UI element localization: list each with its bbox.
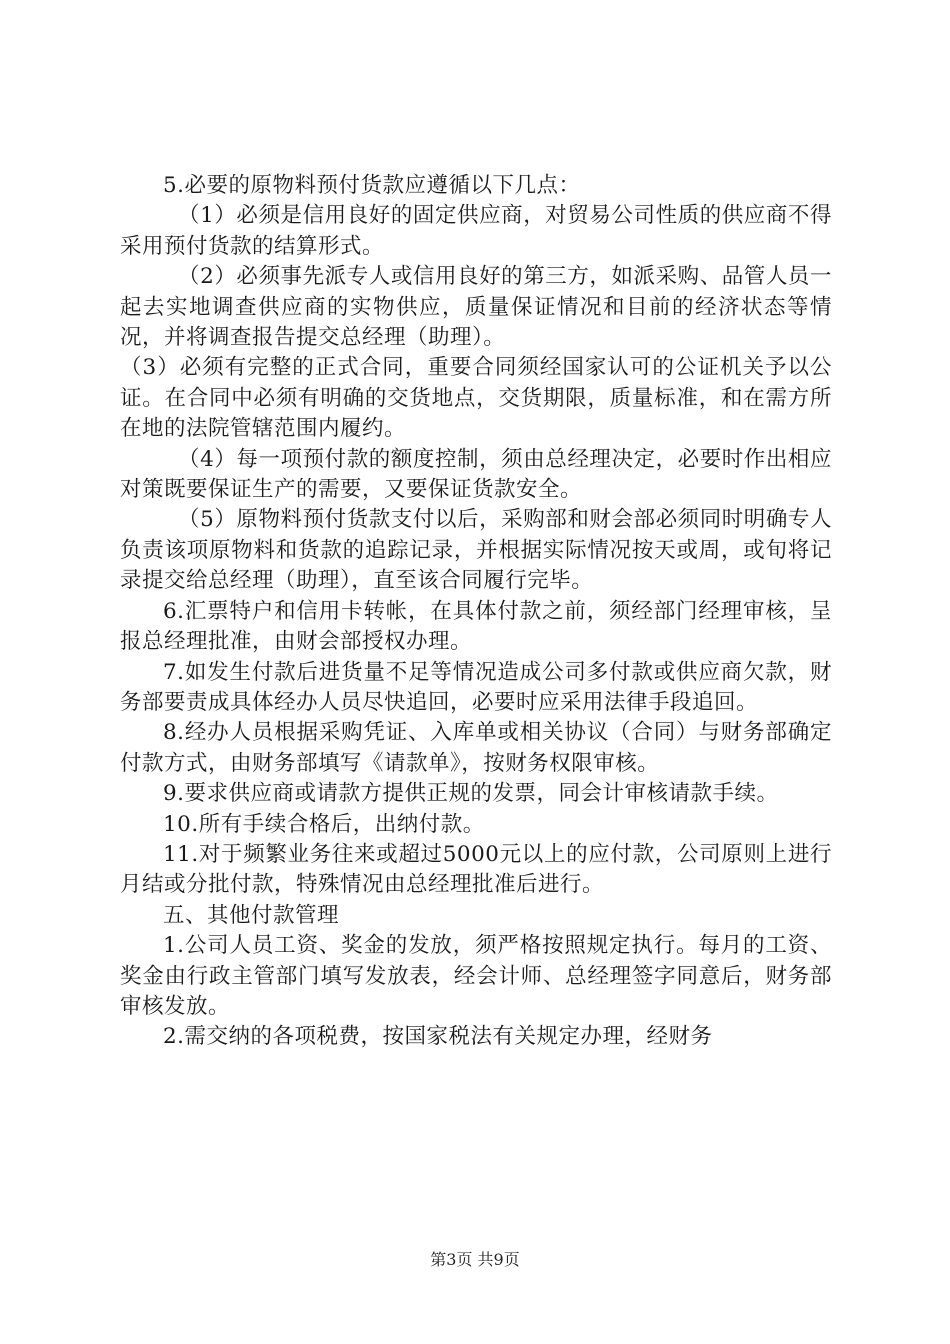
paragraph-12: 11.对于频繁业务往来或超过5000元以上的应付款，公司原则上进行月结或分批付款，特殊情况由总经理批准后进行。 [120,841,832,898]
paragraph-4: （3）必须有完整的正式合同，重要合同须经国家认可的公证机关予以公证。在合同中必须有明确的交货地点，交货期限，质量标准，和在需方所在地的法院管辖范围内履约。 [120,355,832,442]
paragraph-10: 9.要求供应商或请款方提供正规的发票，同会计审核请款手续。 [163,781,779,807]
paragraph-15: 2.需交纳的各项税费，按国家税法有关规定办理，经财务 [163,1024,713,1050]
document-body [120,171,832,1053]
paragraph-3: （2）必须事先派专人或信用良好的第三方，如派采购、品管人员一起去实地调查供应商的实物供应，质量保证情况和目前的经济状态等情况，并将调查报告提交总经理（助理）。 [120,264,832,351]
paragraph-8: 7.如发生付款后进货量不足等情况造成公司多付款或供应商欠款，财务部要责成具体经办人员尽快追回，必要时应采用法律手段追回。 [120,659,832,715]
section-heading: 五、其他付款管理 [163,902,340,928]
paragraph-7: 6.汇票特户和信用卡转帐，在具体付款之前，须经部门经理审核，呈报总经理批准，由财会部授权办理。 [120,598,832,655]
paragraph-5: （4）每一项预付款的额度控制，须由总经理决定，必要时作出相应对策既要保证生产的需要，又要保证货款安全。 [120,446,832,503]
paragraph-11: 10.所有手续合格后，出纳付款。 [163,811,485,837]
paragraph-2: （1）必须是信用良好的固定供应商，对贸易公司性质的供应商不得采用预付货款的结算形式。 [120,203,832,259]
paragraph-9: 8.经办人员根据采购凭证、入库单或相关协议（合同）与财务部确定付款方式，由财务部填写《请款单》，按财务权限审核。 [120,720,832,776]
paragraph-14: 1.公司人员工资、奖金的发放，须严格按照规定执行。每月的工资、奖金由行政主管部门填写发放表，经会计师、总经理签字同意后，财务部审核发放。 [120,933,832,1019]
paragraph-1: 5.必要的原物料预付货款应遵循以下几点： [163,173,581,198]
paragraph-6: （5）原物料预付货款支付以后，采购部和财会部必须同时明确专人负责该项原物料和货款的追踪记录，并根据实际情况按天或周，或旬将记录提交给总经理（助理），直至该合同履行完毕。 [120,507,832,594]
page-number-footer: 第3页 共9页 [430,1250,520,1269]
